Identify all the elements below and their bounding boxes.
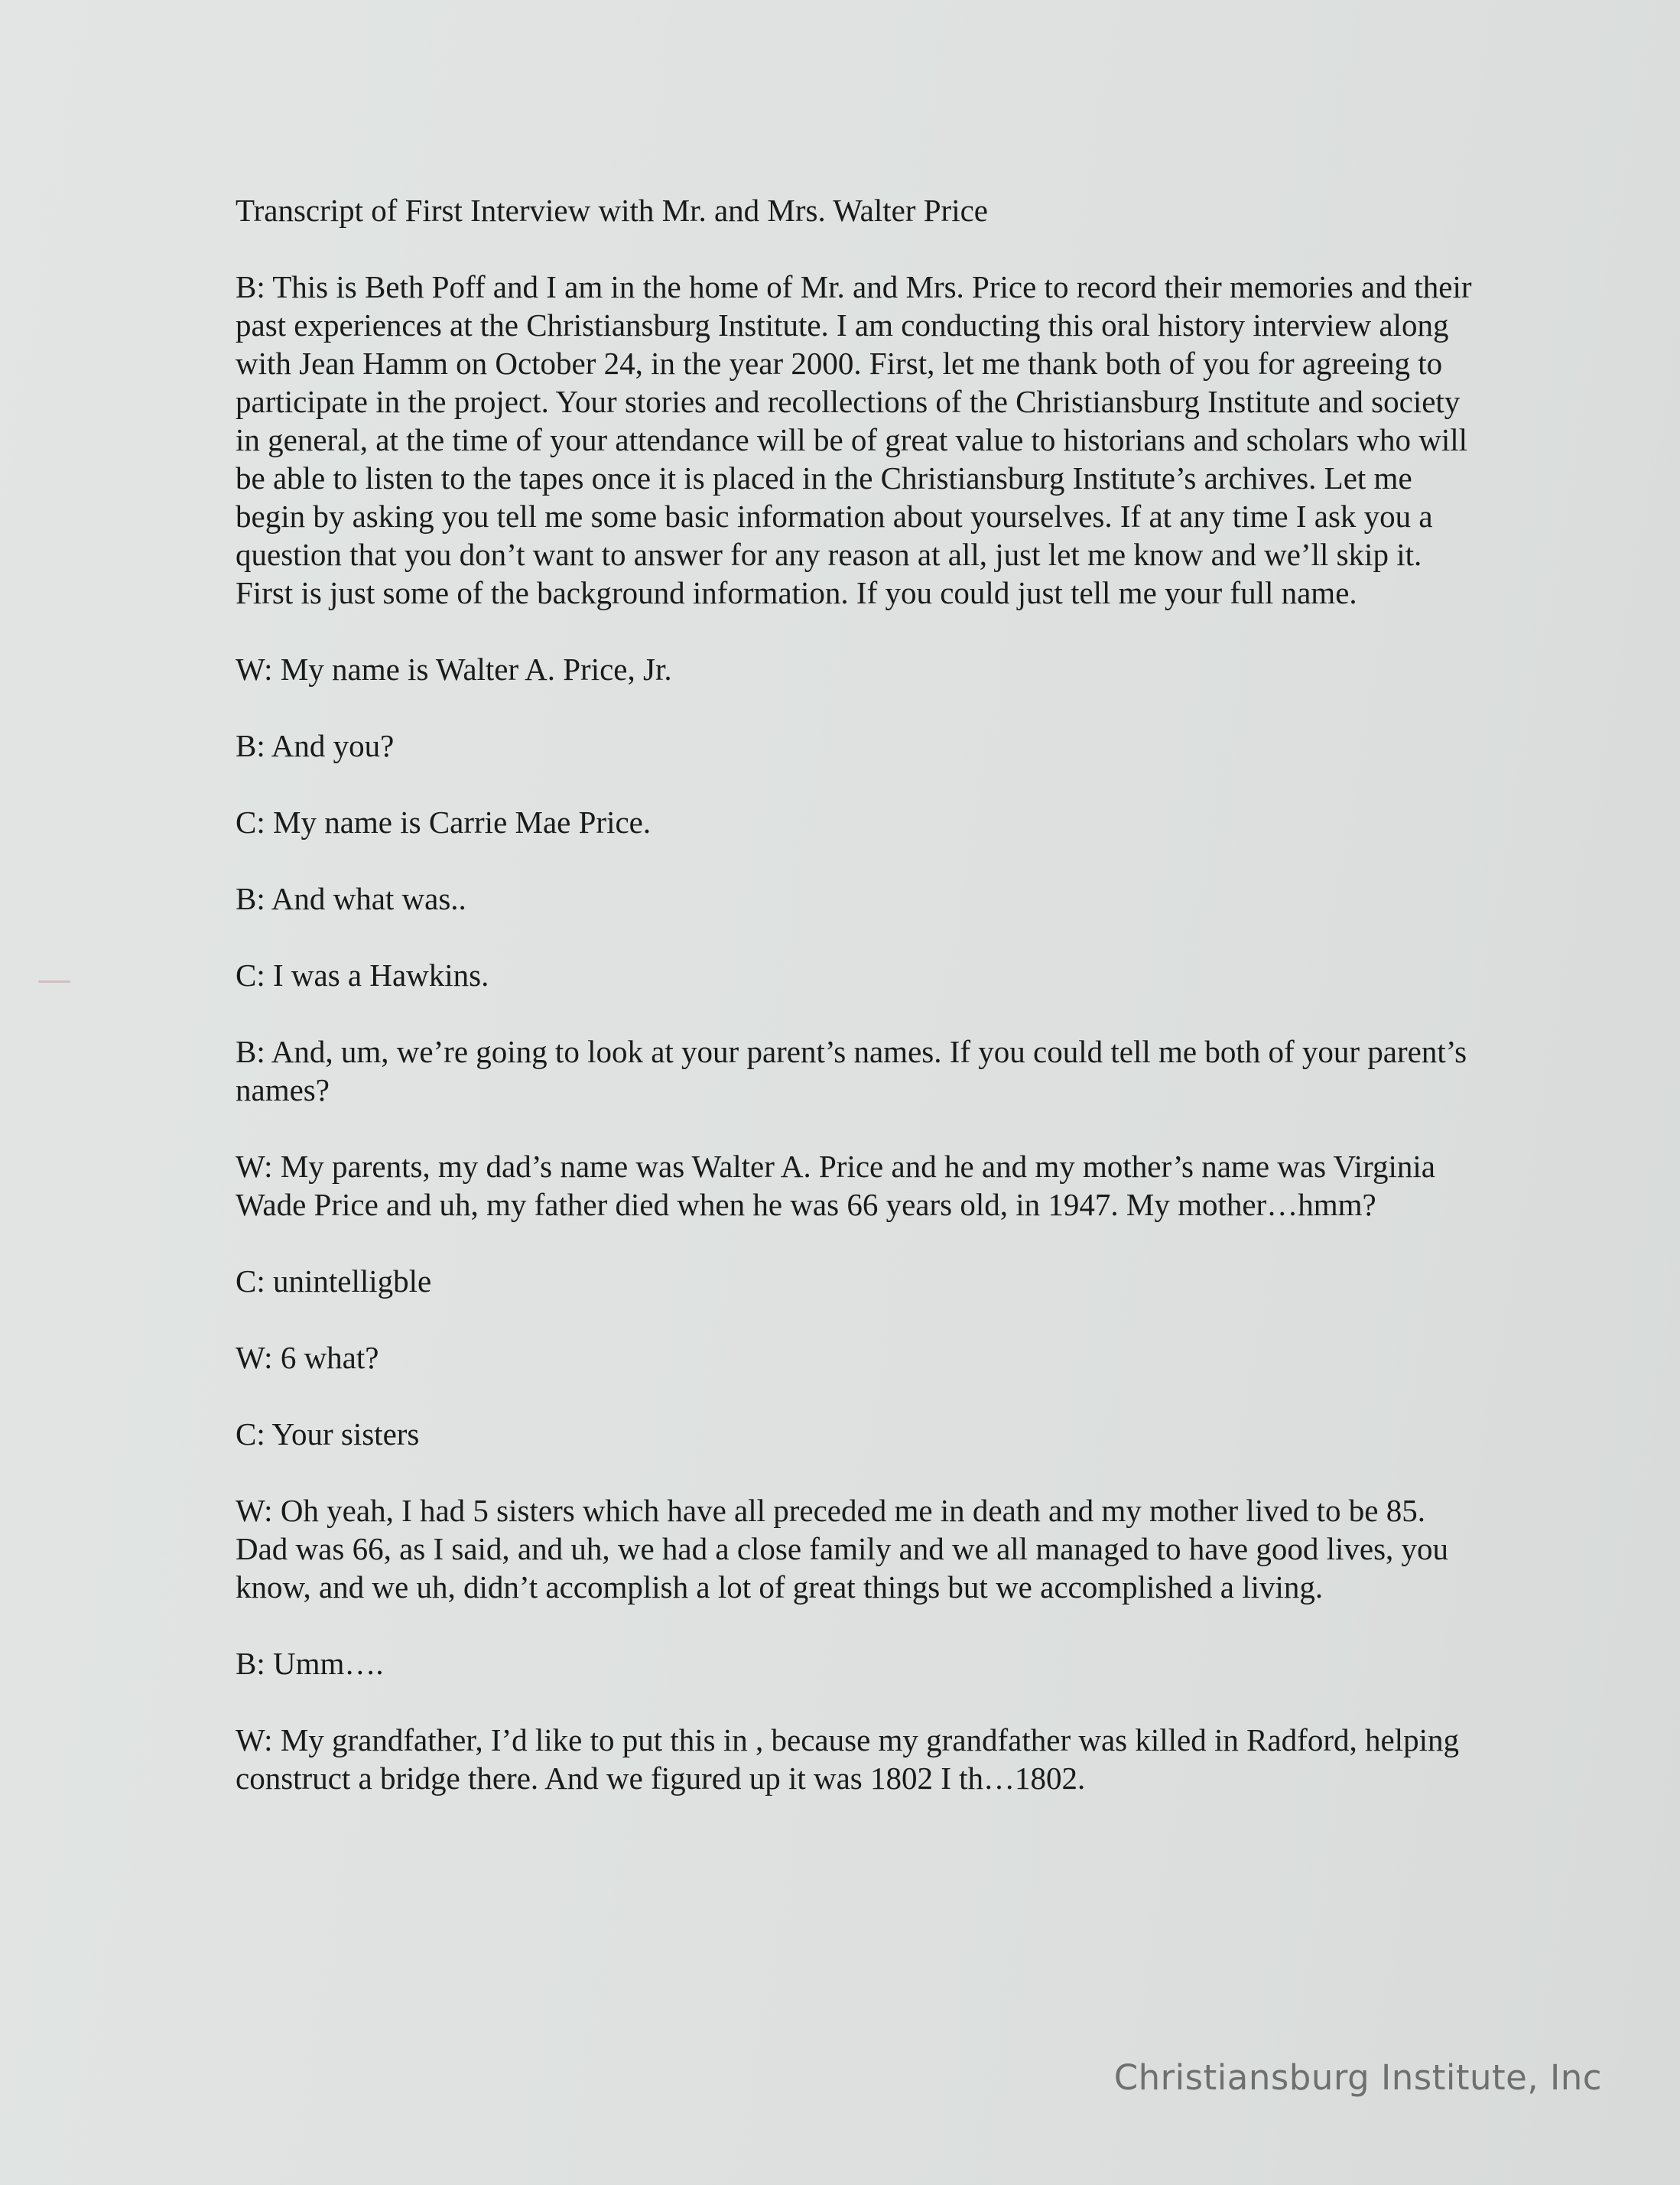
transcript-paragraph: W: 6 what?: [236, 1340, 379, 1375]
transcript-paragraph-intro: B: This is Beth Poff and I am in the home of Mr. and Mrs. Price to record their memories and their past experiences at the Christiansburg Institute. I am conducting this oral history interview along with Jean Hamm on October 24, in the year 2000. First, let me thank both of you for agreeing to participate in the project. Your stories and recollections of the Christiansburg Institute and society in general, at the time of your attendance will be of great value to historians and scholars who will be able to listen to the tapes once it is placed in the Christiansburg Institute’s archives. Let me begin by asking you tell me some basic information about yourselves. If at any time I ask you a question that you don’t want to answer for any reason at all, just let me know and we’ll skip it. First is just some of the background information. If you could just tell me your full name.: [236, 269, 1472, 610]
transcript-paragraph: C: My name is Carrie Mae Price.: [236, 805, 652, 840]
document-title: Transcript of First Interview with Mr. and Mrs. Walter Price: [236, 193, 988, 228]
transcript-paragraph: W: My parents, my dad’s name was Walter A. Price and he and my mother’s name was Virginia Wade Price and uh, my father died when he was 66 years old, in 1947. My mother…hmm?: [236, 1149, 1435, 1222]
transcript-paragraph: C: I was a Hawkins.: [236, 958, 489, 993]
transcript-paragraph: W: My name is Walter A. Price, Jr.: [236, 652, 672, 687]
transcript-paragraph: B: Umm….: [236, 1646, 384, 1681]
transcript-paragraph: W: My grandfather, I’d like to put this in , because my grandfather was killed in Radford, helping construct a bridge there. And we figured up it was 1802 I th…1802.: [236, 1722, 1459, 1796]
transcript-paragraph: W: Oh yeah, I had 5 sisters which have all preceded me in death and my mother lived to be 85. Dad was 66, as I said, and uh, we had a close family and we all managed to have good lives, you know, and we uh, didn’t accomplish a lot of great things but we accomplished a living.: [236, 1493, 1449, 1605]
watermark: Christiansburg Institute, Inc: [1113, 2057, 1602, 2098]
transcript-paragraph: C: Your sisters: [236, 1416, 420, 1452]
margin-mark: [38, 980, 70, 983]
transcript-document: [236, 191, 1474, 1835]
transcript-paragraph: B: And you?: [236, 728, 395, 763]
transcript-paragraph: B: And what was..: [236, 881, 466, 916]
transcript-paragraph: C: unintelligble: [236, 1263, 432, 1299]
transcript-paragraph: B: And, um, we’re going to look at your parent’s names. If you could tell me both of your parent’s names?: [236, 1034, 1467, 1107]
